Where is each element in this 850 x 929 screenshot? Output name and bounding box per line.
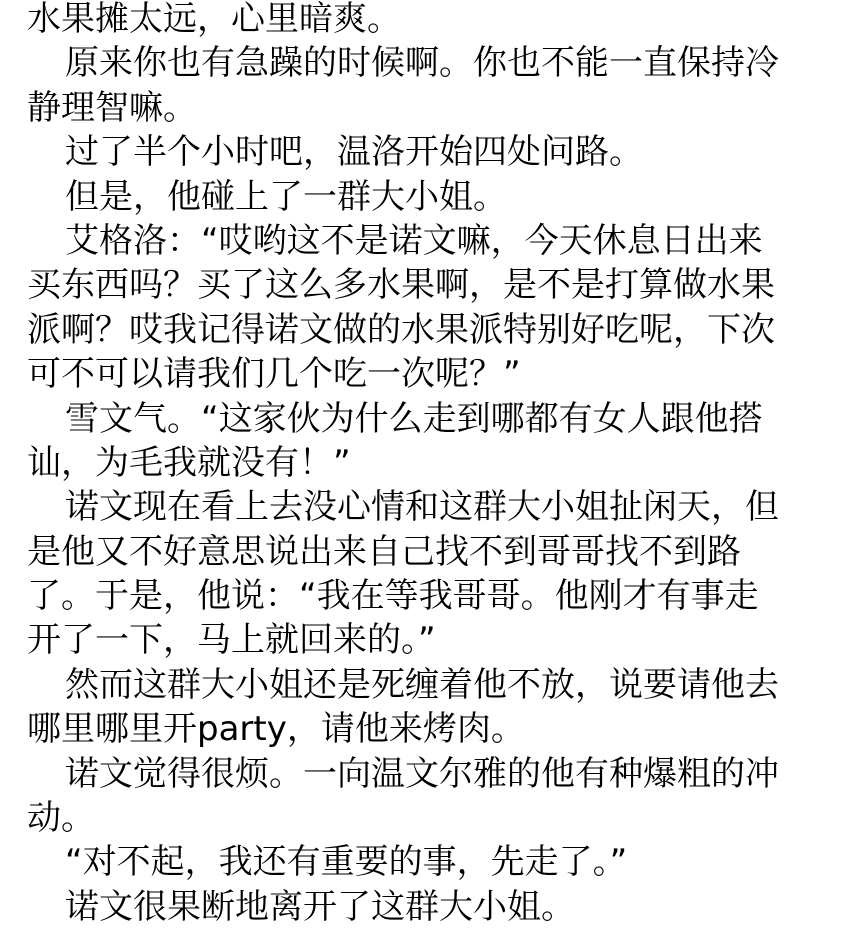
text-line: 派啊？哎我记得诺文做的水果派特别好吃呢，下次 <box>27 309 775 350</box>
text-line: 水果摊太远，心里暗爽。 <box>27 0 401 39</box>
text-line: 开了一下，马上就回来的。” <box>27 620 436 661</box>
text-line: 哪里哪里开party，请他来烤肉。 <box>27 709 525 750</box>
text-line: 静理智嘛。 <box>27 87 197 128</box>
text-line: 原来你也有急躁的时候啊。你也不能一直保持冷 <box>65 43 779 84</box>
text-line: 雪文气。“这家伙为什么走到哪都有女人跟他搭 <box>65 398 763 439</box>
text-body <box>27 0 827 929</box>
text-line: 讪，为毛我就没有！” <box>27 442 351 483</box>
text-line: 诺文觉得很烦。一向温文尔雅的他有种爆粗的冲 <box>65 753 779 794</box>
text-line: 了。于是，他说：“我在等我哥哥。他刚才有事走 <box>27 576 759 617</box>
text-line: 买东西吗？买了这么多水果啊，是不是打算做水果 <box>27 265 775 306</box>
text-line: 动。 <box>27 798 95 839</box>
text-line: “对不起，我还有重要的事，先走了。” <box>65 842 628 883</box>
text-line: 是他又不好意思说出来自己找不到哥哥找不到路 <box>27 531 741 572</box>
text-line: 艾格洛：“哎哟这不是诺文嘛，今天休息日出来 <box>65 220 763 261</box>
text-line: 可不可以请我们几个吃一次呢？” <box>27 354 521 395</box>
text-line: 但是，他碰上了一群大小姐。 <box>65 176 507 217</box>
text-line: 然而这群大小姐还是死缠着他不放，说要请他去 <box>65 664 779 705</box>
text-line: 过了半个小时吧，温洛开始四处问路。 <box>65 132 643 173</box>
text-line: 诺文很果断地离开了这群大小姐。 <box>65 886 575 927</box>
text-line: 诺文现在看上去没心情和这群大小姐扯闲天，但 <box>65 487 779 528</box>
